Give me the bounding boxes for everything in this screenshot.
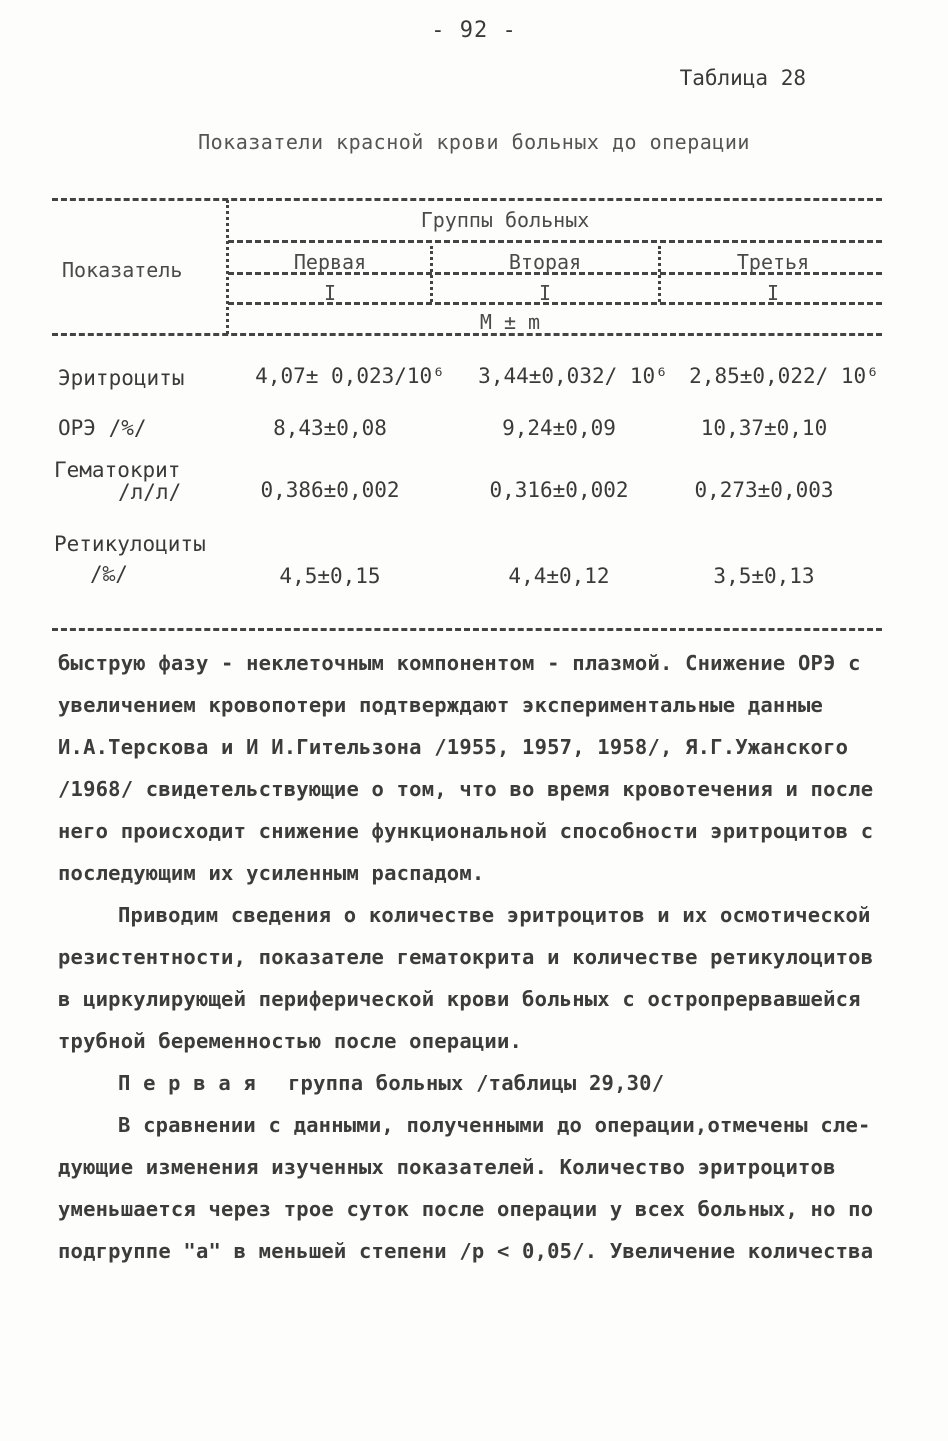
body-line: последующим их усиленным распадом. [58,861,485,885]
group-number-first: I [323,281,337,305]
subheading-text: группа больных /таблицы 29,30/ [288,1071,665,1095]
table-cell: 8,43±0,08 [273,416,387,440]
subheading-spaced-word: П е р в а я [118,1071,256,1095]
body-line: быструю фазу - неклеточным компонентом - плазмой. Снижение ОРЭ с [58,651,861,675]
table-cell: 3,5±0,13 [713,564,815,588]
group-name-first: Первая [293,250,367,274]
table-cell: 0,386±0,002 [260,478,400,502]
table-cell: 10,37±0,10 [700,416,828,440]
table-label: Таблица 28 [679,66,806,90]
body-line: резистентности, показателе гематокрита и количестве ретикулоцитов [58,945,874,969]
groups-rule [228,240,882,243]
table-top-rule [52,198,882,201]
group-number-third: I [766,281,780,305]
table-cell: 0,273±0,003 [694,478,834,502]
group-divider-1 [430,246,433,302]
column-header-indicator: Показатель [62,258,183,282]
table-cell: 3,44±0,032/ 10⁶ [478,364,668,388]
groups-header: Группы больных [420,208,590,232]
body-line: него происходит снижение функциональной способности эритроцитов с [58,819,874,843]
table-caption: Показатели красной крови больных до операции [198,130,750,154]
body-line: подгруппе "а" в меньшей степени /р < 0,05/. Увеличение количества [58,1239,874,1263]
table-cell: 9,24±0,09 [502,416,616,440]
body-line: Приводим сведения о количестве эритроцитов и их осмотической [118,903,871,927]
stat-label: M ± m [479,310,541,334]
table-bottom-rule [52,628,882,631]
body-line: трубной беременностью после операции. [58,1029,523,1053]
body-line: /1968/ свидетельствующие о том, что во время кровотечения и после [58,777,874,801]
table-cell: 0,316±0,002 [489,478,629,502]
group-number-second: I [538,281,552,305]
row-label-erythrocytes: Эритроциты [58,366,185,390]
table-cell: 4,07± 0,023/10⁶ [255,364,445,388]
page-number: - 92 - [431,18,517,43]
row-label-hematocrit-unit: /л/л/ [118,480,182,504]
body-line: увеличением кровопотери подтверждают экспериментальные данные [58,693,824,717]
body-line: В сравнении с данными, полученными до операции,отмечены сле- [118,1113,871,1137]
row-label-reticulocytes: Ретикулоциты [54,532,206,556]
group-name-third: Третья [736,250,810,274]
body-line: в циркулирующей периферической крови больных с остропрервавшейся [58,987,861,1011]
table-cell: 2,85±0,022/ 10⁶ [689,364,879,388]
row-label-reticulocytes-unit: /‰/ [90,562,128,586]
group-name-second: Вторая [508,250,582,274]
body-line: уменьшается через трое суток после операции у всех больных, но по [58,1197,874,1221]
group-divider-2 [658,246,661,302]
row-label-ore: ОРЭ /%/ [58,416,147,440]
table-cell: 4,4±0,12 [508,564,610,588]
header-column-divider [226,200,229,334]
body-line: И.А.Терскова и И И.Гительзона /1955, 1957, 1958/, Я.Г.Ужанского [58,735,849,759]
row-label-hematocrit: Гематокрит [54,458,181,482]
table-cell: 4,5±0,15 [279,564,381,588]
body-line: дующие изменения изученных показателей. Количество эритроцитов [58,1155,836,1179]
